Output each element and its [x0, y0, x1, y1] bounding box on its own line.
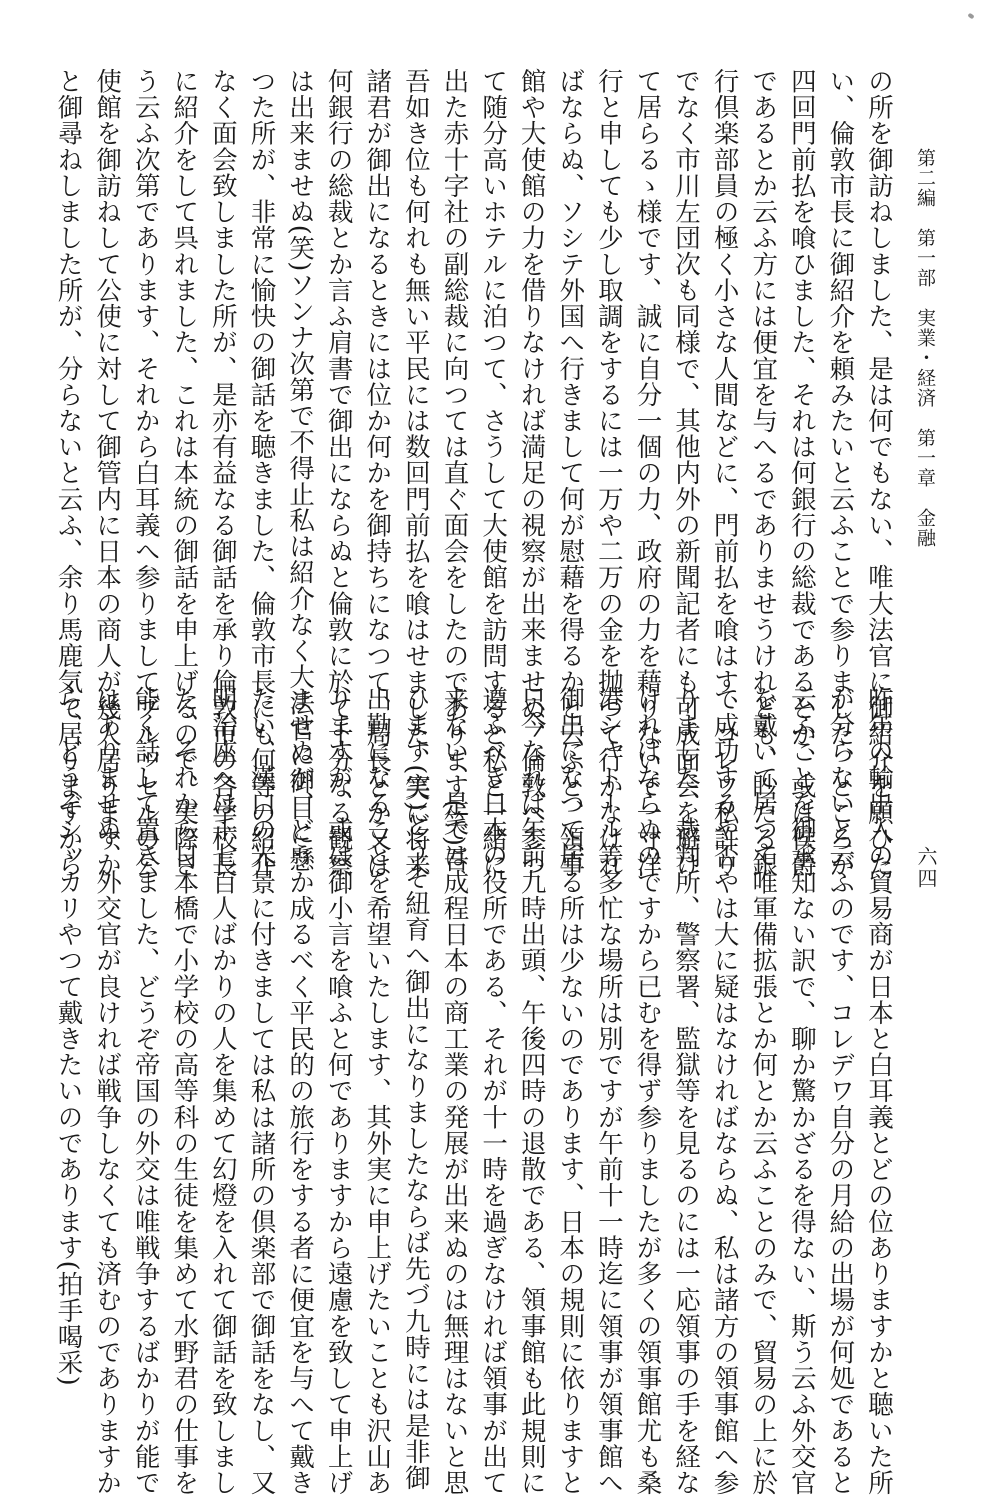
- text-column: ひます(笑)どうぞ紐育へ御出になりましたならば先づ九時には是非御: [400, 686, 431, 1491]
- text-column: を戴いて居つて唯軍備拡張とか何とか云ふことのみで、貿易の上に於: [748, 686, 779, 1496]
- text-column: りますが、或は御小言を喰ふと何でありますから遠慮を致して申上げ: [323, 686, 354, 1496]
- text-column: 館や大使館の力を借りなければ満足の視察が出来ませぬ、倫敦へ参つ: [516, 68, 547, 878]
- text-column: であるとか云ふ方には便宜を与へるでありませうけれども、眇たる銀: [748, 68, 779, 878]
- text-column: 出勤になることを希望いたします、其外実に申上げたいことも沢山あ: [362, 686, 393, 1496]
- text-column: つた所が、非常に愉快の御話を聴きました、倫敦市長にも何等の紹介: [246, 68, 277, 878]
- text-column: ければならぬのですから已むを得ず参りましたが多くの領事館尤も桑: [632, 686, 663, 1496]
- text-column: 何銀行の総裁とか言ふ肩書で御出にならぬと倫敦に於て十分なる観察: [323, 68, 354, 878]
- text-column: でなく市川左団次も同様で、其他内外の新聞記者にも可成面会を避け: [671, 68, 702, 878]
- text-column: て成功するや否やは大に疑はなければならぬ、私は諸方の領事館へ参: [709, 686, 740, 1496]
- text-column: い、倫敦市長に御紹介を頼みたいと云ふことで参りました、ところが: [825, 68, 856, 878]
- page-number: 六四: [914, 846, 938, 890]
- text-column: 四回門前払を喰ひました、それは何銀行の総裁であるとか、或は侯爵: [786, 68, 817, 878]
- text-column: 出た赤十字社の副総裁に向つては直ぐ面会をしたのであります(笑)吾: [439, 68, 470, 873]
- text-column: 昨年の輸出入の貿易商が日本と白耳義とどの位ありますかと聴いた所: [864, 686, 894, 1496]
- text-column: が分らないと云ふのです、コレデワ自分の月給の出場が何処であると: [825, 686, 856, 1496]
- text-column: ませぬが、どうか成るべく平民的の旅行をする者に便宜を与へて戴き: [285, 686, 316, 1496]
- lower-text-block: [49, 686, 898, 1496]
- text-column: 只今なれば午前九時出頭、午後四時の退散である、領事館も此規則に: [516, 686, 547, 1496]
- text-column: 来ない、是では成程日本の商工業の発展が出来ぬのは無理はないと思: [439, 686, 470, 1496]
- scan-speck: [967, 13, 974, 20]
- text-column: 諸君が御出になるときには位か何かを御持ちになつて、局長とか又は: [362, 68, 393, 878]
- text-column: う云ふ次第であります、それから白耳義へ参りましてブルッセルの公: [130, 68, 161, 878]
- text-column: なく面会致しました所が、是亦有益なる御話を承り倫敦市の各学校長: [207, 68, 238, 878]
- text-column: 云ふことを御承知ない訳で、聊か驚かざるを得ない、斯う云ふ外交官: [786, 686, 817, 1496]
- text-column: て居らるゝ様です、誠に自分一個の力、政府の力を藉りないで一寸洋: [632, 68, 663, 878]
- text-column: はありませぬ、外交官が良ければ戦争しなくても済むのでありますか: [92, 686, 123, 1496]
- text-column: は出来ませぬ(笑)ソンナ次第で不得止私は紹介なく大法官に御目に懸: [285, 68, 316, 873]
- text-column: 御出になつて居る所は少ないのであります、日本の規則に依りますと: [555, 686, 586, 1496]
- text-column: 行倶楽部員の極く小さな人間などに、門前払を喰はす、コレワ私許り: [709, 68, 740, 878]
- upper-text-block: [53, 68, 898, 878]
- text-column: ばならぬ、ソシテ外国へ行きまして何が慰藉を得るかと云ふと、領事: [555, 68, 586, 878]
- text-column: と御尋ねしました所が、分らないと云ふ、余り馬鹿気て居りますから: [53, 68, 84, 878]
- text-column: たい、漢口の光景に付きましては私は諸所の倶楽部で御話をなし、又: [246, 686, 277, 1496]
- text-column: の所を御訪ねしました、是は何でもない、唯大法官に御紹介を願ひた: [864, 68, 894, 878]
- text-column: 能く話して置きました、どうぞ帝国の外交は唯戦争するばかりが能で: [130, 686, 161, 1496]
- text-column: に紹介をして呉れました、これは本統の御話を申上げるので、実際さ: [169, 68, 200, 878]
- text-column: 行と申しても少し取調をするには一万や二万の金を抛つて行かなけれ: [593, 68, 624, 878]
- text-column: て随分高いホテルに泊つて、さうして大使館を訪問すると私と一緒に: [478, 68, 509, 878]
- text-column: 吾如き位も何れも無い平民には数回門前払を喰はせました、実に将来: [400, 68, 431, 878]
- running-head: 第二編 第一部 実業・経済 第一章 金融: [914, 148, 936, 548]
- text-column: た、それから日本橋で小学校の高等科の生徒を集めて水野君の仕事を: [169, 686, 200, 1496]
- text-column: ら、どうぞシッカリやつて戴きたいのであります(拍手喝采): [53, 686, 84, 1387]
- text-column: 使館を御訪ねして公使に対して御管内に日本の商人が幾人居りますか: [92, 68, 123, 878]
- text-column: 遵ふべき日本の役所である、それが十一時を過ぎなければ領事が出て: [478, 686, 509, 1496]
- text-column: 明治座へは千七百人ばかりの人を集めて幻燈を入れて御話を致しまし: [207, 686, 238, 1496]
- text-column: りました、裁判所、警察署、監獄等を見るのには一応領事の手を経な: [671, 686, 702, 1496]
- text-column: 港シャトール等多忙な場所は別ですが午前十一時迄に領事が領事館へ: [593, 686, 624, 1496]
